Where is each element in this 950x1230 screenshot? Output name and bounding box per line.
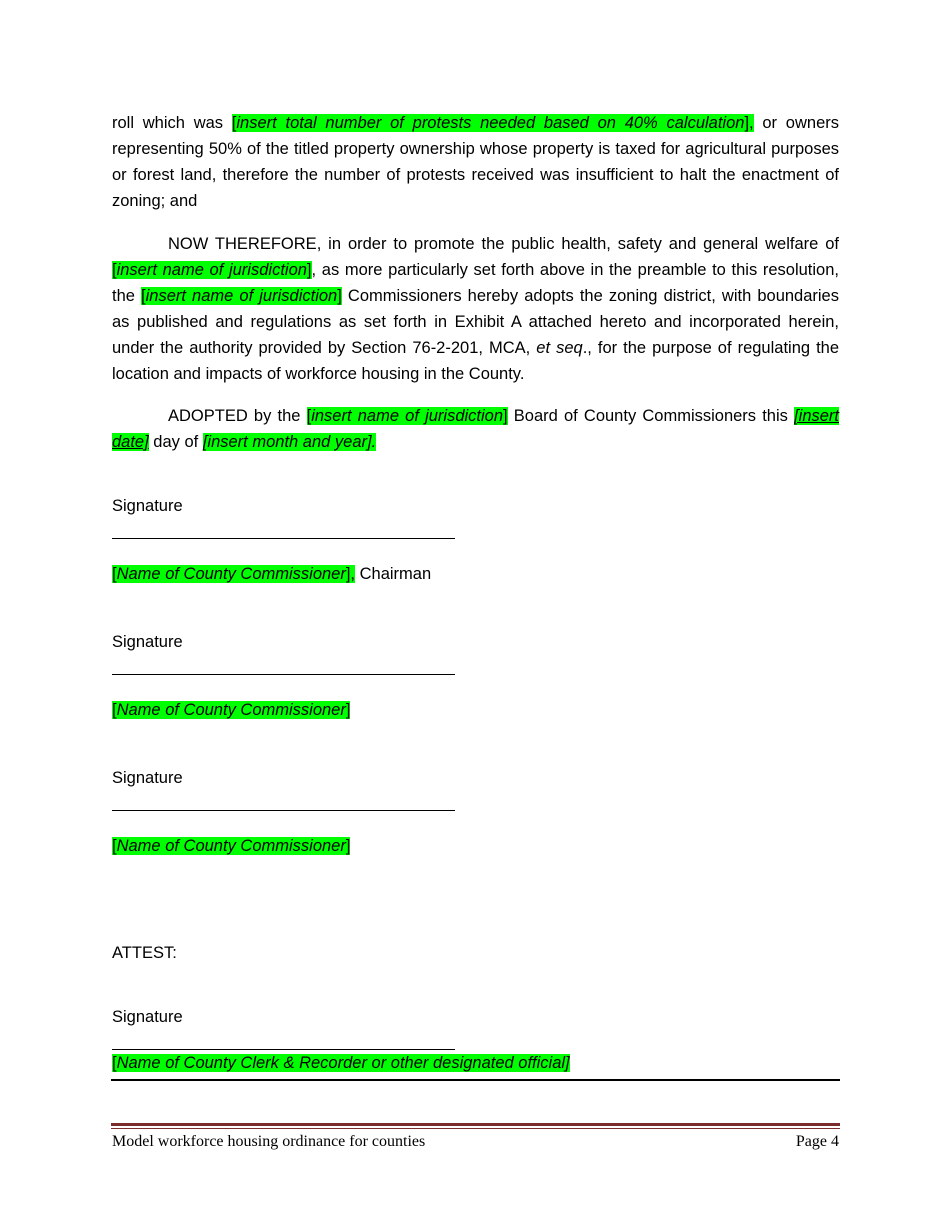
- placeholder-protest-total: [insert total number of protests needed based on 40% calculation],: [231, 114, 754, 132]
- signature-line: [112, 1049, 455, 1050]
- signature-label: Signature: [112, 633, 183, 651]
- commissioner-name-chairman: [Name of County Commissioner], Chairman: [112, 565, 432, 583]
- signature-label: Signature: [112, 1008, 183, 1026]
- footer-title: Model workforce housing ordinance for counties: [112, 1133, 426, 1150]
- signature-line: [112, 538, 455, 539]
- clerk-name: [Name of County Clerk & Recorder or other designated official]: [112, 1054, 570, 1072]
- placeholder-month-year: [insert month and year].: [202, 433, 377, 451]
- signature-line: [112, 810, 455, 811]
- placeholder-jurisdiction: [insert name of jurisdiction]: [306, 407, 508, 425]
- placeholder-jurisdiction: [insert name of jurisdiction]: [112, 261, 312, 279]
- placeholder-date: [insert date]: [112, 407, 839, 451]
- paragraph-adopted: ADOPTED by the [insert name of jurisdiction] Board of County Commissioners this [insert date] day of [insert month and year].: [112, 407, 839, 451]
- footer-rule-thin: [111, 1128, 840, 1129]
- page-number: Page 4: [795, 1133, 839, 1150]
- signature-label: Signature: [112, 769, 183, 787]
- paragraph-protest-count: [112, 110, 839, 214]
- signature-label: Signature: [112, 497, 183, 515]
- attest-label: ATTEST:: [112, 944, 177, 962]
- text: or owners representing 50% of the titled property ownership whose property is taxed for agricultural purposes or forest land, therefore the number of protests received was insufficient to halt the enactment of zoning; and: [112, 114, 839, 210]
- signature-line: [112, 674, 455, 675]
- commissioner-name: [Name of County Commissioner]: [112, 837, 351, 855]
- commissioner-name: [Name of County Commissioner]: [112, 701, 351, 719]
- footer-rule-thick: [111, 1123, 840, 1126]
- placeholder-jurisdiction: [insert name of jurisdiction]: [141, 287, 342, 305]
- text: roll which was: [112, 114, 232, 132]
- attest-rule: [111, 1079, 840, 1081]
- paragraph-now-therefore: NOW THEREFORE, in order to promote the public health, safety and general welfare of [insert name of jurisdiction], as more particularly set forth above in the preamble to this resolution, the [insert name of jurisdiction] Commissioners hereby adopts the zoning district, with boundaries as published and regulations as set forth in Exhibit A attached hereto and incorporated herein, under the authority provided by Section 76-2-201, MCA, et seq., for the purpose of regulating the location and impacts of workforce housing in the County.: [112, 235, 840, 383]
